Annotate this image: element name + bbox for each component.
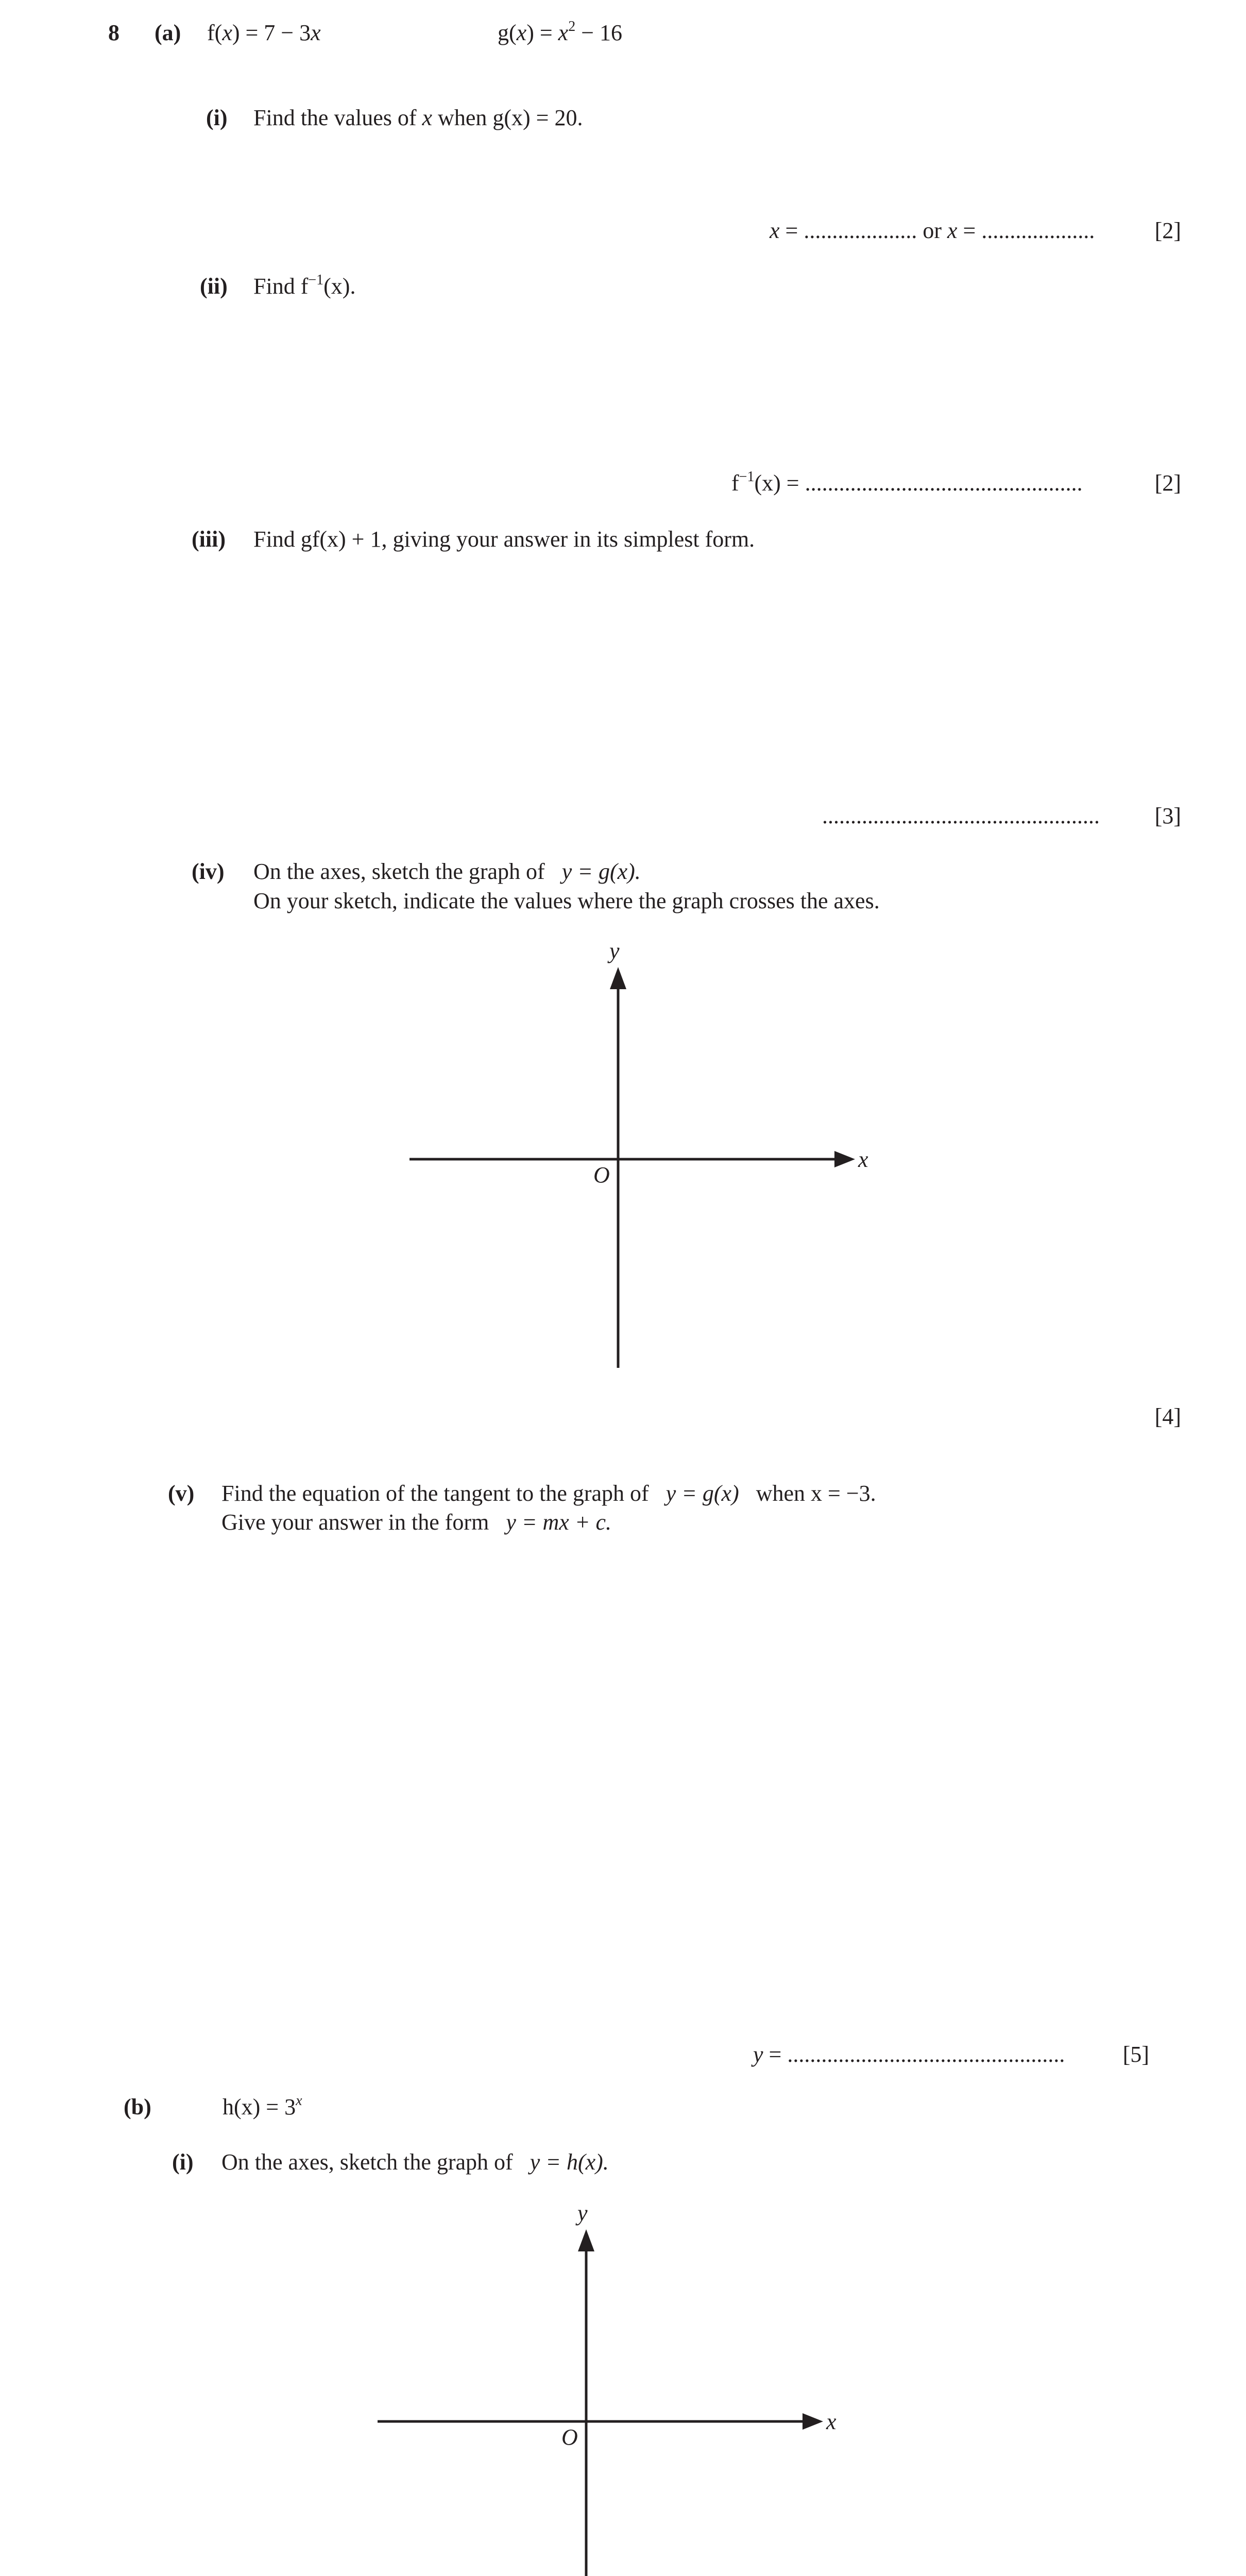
y-axis-label: y <box>577 2200 588 2226</box>
part-b-i-question: On the axes, sketch the graph of y = h(x). <box>221 2149 609 2175</box>
part-a-ii-marks: [2] <box>1154 470 1181 496</box>
question-number: 8 <box>108 20 120 45</box>
part-b-label: (b) <box>124 2094 151 2120</box>
part-a-iii-label: (iii) <box>192 527 226 552</box>
part-a-i-question: Find the values of x when g(x) = 20. <box>253 105 583 130</box>
part-a-ii-question: Find $f^{-1}(x)$. <box>253 272 356 299</box>
part-a-v-answer-line[interactable]: y = ................................................. <box>753 2042 1065 2067</box>
part-a-ii-answer-line[interactable]: $f^{-1}(x)$ = ................................................. <box>731 469 1083 496</box>
axes-h-sketch[interactable] <box>375 2202 849 2576</box>
part-a-iv-label: (iv) <box>192 859 225 884</box>
origin-label: O <box>593 1162 610 1188</box>
part-a-iii-answer-line[interactable]: ................................................. <box>822 803 1100 828</box>
part-a-iv-question-line1: On the axes, sketch the graph of y = g(x). <box>253 859 641 884</box>
part-a-i-label: (i) <box>206 105 228 130</box>
x-axis-arrow-icon <box>803 2413 823 2430</box>
part-a-i-marks: [2] <box>1154 218 1181 243</box>
h-definition: $h(x) = 3^x$ <box>223 2093 302 2120</box>
part-b-i-label: (i) <box>172 2149 194 2175</box>
f-definition: f(x) = 7 − 3x <box>207 20 321 45</box>
part-a-v-question-line2: Give your answer in the form y = mx + c. <box>221 1510 612 1535</box>
y-axis-arrow-icon <box>578 2229 594 2251</box>
part-a-i-answer-line[interactable]: x = .................... or x = .................... <box>770 218 1095 243</box>
x-axis-label: x <box>826 2409 837 2434</box>
part-a-v-question-line1: Find the equation of the tangent to the graph of y = g(x) when x = −3. <box>221 1481 876 1506</box>
part-a-v-marks: [5] <box>1122 2042 1149 2067</box>
part-a-ii-label: (ii) <box>200 274 228 299</box>
part-a-iv-question-line2: On your sketch, indicate the values where the graph crosses the axes. <box>253 888 880 913</box>
g-definition: $g(x) = x^2 - 16$ <box>498 19 623 45</box>
part-a-v-label: (v) <box>168 1481 195 1506</box>
x-axis-arrow-icon <box>834 1151 855 1167</box>
part-a-iv-marks: [4] <box>1154 1404 1181 1429</box>
y-axis-label: y <box>609 938 620 963</box>
x-axis-label: x <box>858 1147 868 1172</box>
axes-g-sketch[interactable] <box>407 940 881 1373</box>
origin-label: O <box>561 2425 578 2450</box>
part-a-iii-marks: [3] <box>1154 803 1181 828</box>
part-a-label: (a) <box>155 20 181 45</box>
part-a-iii-question: Find gf(x) + 1, giving your answer in its simplest form. <box>253 527 755 552</box>
y-axis-arrow-icon <box>610 967 626 989</box>
